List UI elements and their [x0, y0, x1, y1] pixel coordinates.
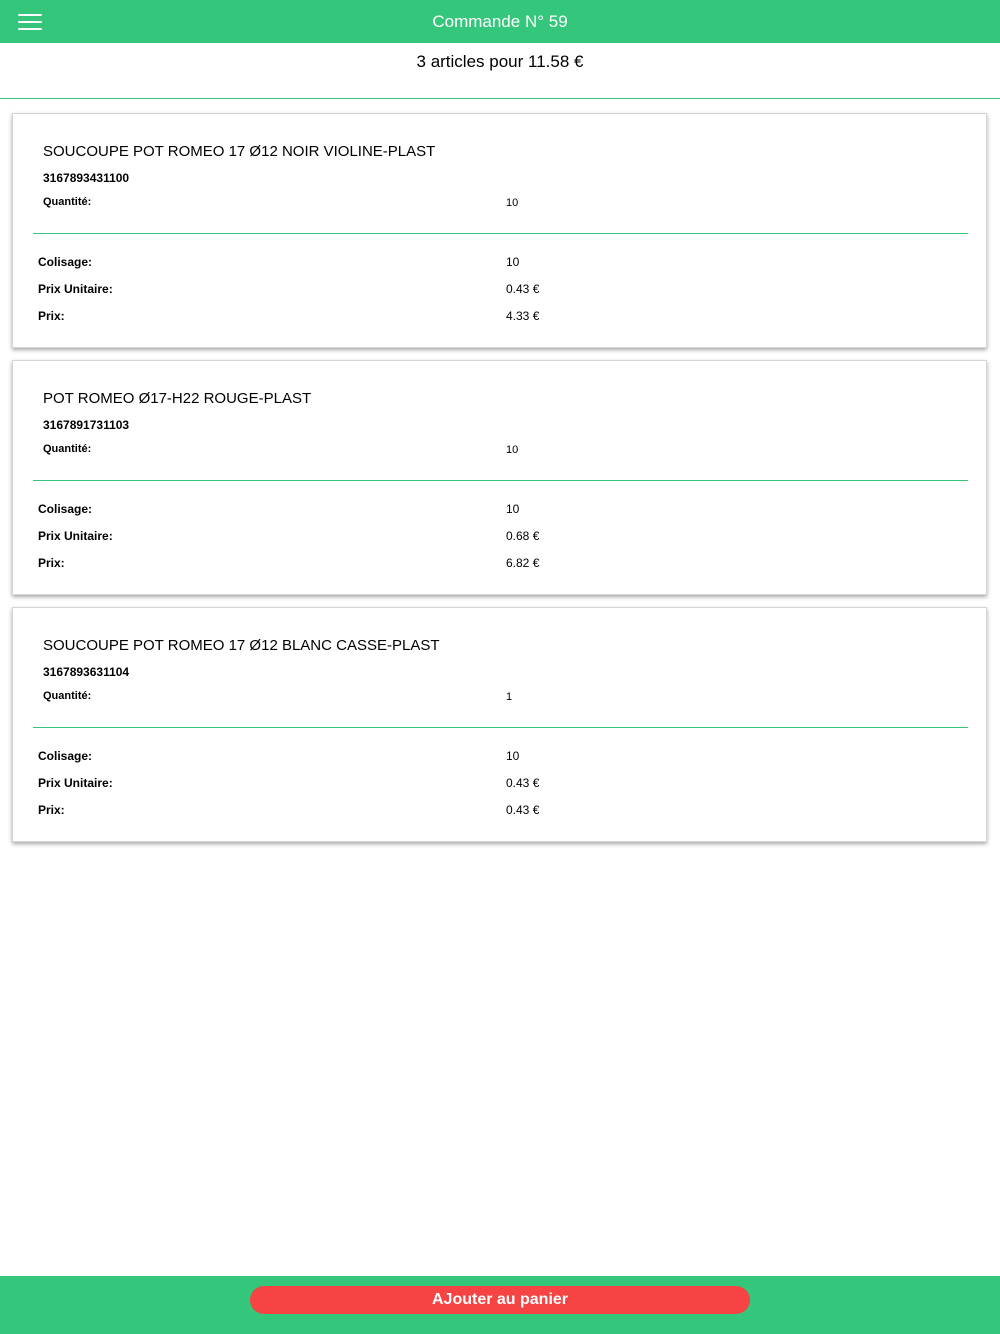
price-label: Prix:	[38, 309, 65, 323]
product-ean: 3167893431100	[43, 171, 130, 185]
bottom-bar	[0, 1276, 1000, 1334]
quantity-label: Quantité:	[43, 690, 92, 702]
quantity-label: Quantité:	[43, 196, 92, 208]
packaging-value: 10	[506, 502, 520, 516]
order-item-card	[12, 607, 987, 842]
add-to-cart-button[interactable]: AJouter au panier	[250, 1286, 750, 1314]
price-value: 0.43 €	[506, 803, 540, 817]
order-summary: 3 articles pour 11.58 €	[416, 52, 584, 71]
product-ean: 3167891731103	[43, 418, 130, 432]
unit-price-value: 0.43 €	[506, 282, 540, 296]
page-title: Commande N° 59	[432, 12, 568, 31]
price-label: Prix:	[38, 556, 65, 570]
packaging-label: Colisage:	[38, 502, 93, 516]
divider	[0, 98, 1000, 99]
packaging-label: Colisage:	[38, 255, 93, 269]
quantity-value: 10	[506, 444, 519, 456]
price-value: 6.82 €	[506, 556, 540, 570]
quantity-label: Quantité:	[43, 443, 92, 455]
price-label: Prix:	[38, 803, 65, 817]
price-value: 4.33 €	[506, 309, 540, 323]
product-ean: 3167893631104	[43, 665, 130, 679]
top-bar	[0, 0, 1000, 43]
order-item-card	[12, 360, 987, 595]
card-divider	[33, 233, 968, 234]
unit-price-label: Prix Unitaire:	[38, 776, 113, 790]
order-item-card	[12, 113, 987, 348]
packaging-label: Colisage:	[38, 749, 93, 763]
hamburger-menu-icon[interactable]	[18, 12, 42, 30]
card-divider	[33, 727, 968, 728]
unit-price-value: 0.68 €	[506, 529, 540, 543]
product-name: SOUCOUPE POT ROMEO 17 Ø12 BLANC CASSE-PLAST	[43, 637, 440, 654]
packaging-value: 10	[506, 749, 520, 763]
unit-price-label: Prix Unitaire:	[38, 529, 113, 543]
packaging-value: 10	[506, 255, 520, 269]
unit-price-value: 0.43 €	[506, 776, 540, 790]
unit-price-label: Prix Unitaire:	[38, 282, 113, 296]
product-name: SOUCOUPE POT ROMEO 17 Ø12 NOIR VIOLINE-PLAST	[43, 143, 436, 160]
card-divider	[33, 480, 968, 481]
quantity-value: 1	[506, 691, 513, 703]
product-name: POT ROMEO Ø17-H22 ROUGE-PLAST	[43, 390, 312, 407]
quantity-value: 10	[506, 197, 519, 209]
